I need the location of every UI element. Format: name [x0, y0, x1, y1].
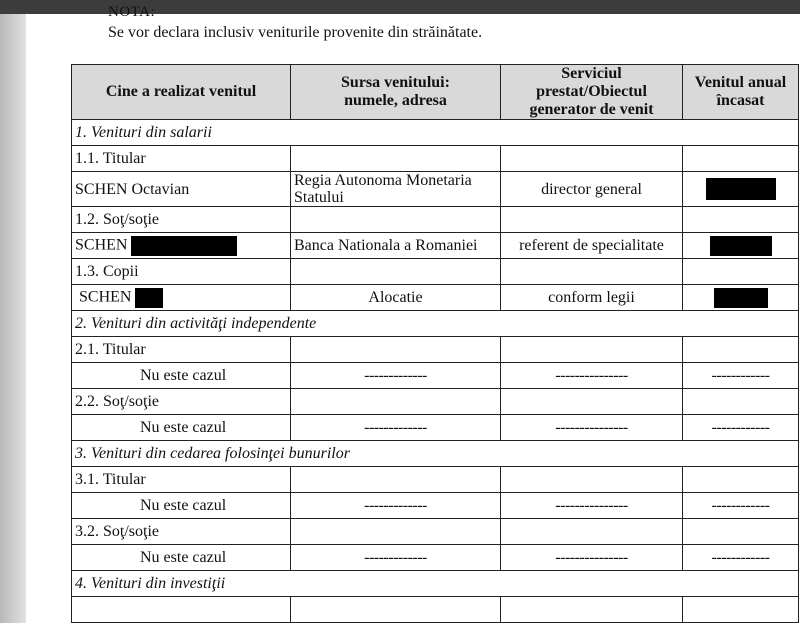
table-row [72, 259, 799, 285]
empty-dashes: ------------ [683, 545, 799, 571]
empty-dashes: ------------- [291, 363, 501, 389]
empty-dashes: ------------- [291, 545, 501, 571]
section-row [72, 311, 799, 337]
table-row [72, 363, 799, 389]
owner-surname: SCHEN [79, 288, 132, 306]
header-service-line1: Serviciul prestat/Obiectul [536, 65, 647, 100]
table-row [72, 597, 799, 623]
not-applicable: Nu este cazul [72, 363, 291, 389]
subsection-label: 2.1. Titular [72, 337, 291, 363]
subsection-label: 3.2. Soţ/soţie [72, 519, 291, 545]
income-amount [683, 172, 799, 207]
income-source-line2: Statului [294, 189, 344, 206]
section-label: 3. Venituri din cedarea folosinţei bunurilor [72, 441, 799, 467]
income-service: director general [501, 172, 683, 207]
table-row [72, 207, 799, 233]
empty-dashes: ------------ [683, 363, 799, 389]
income-owner [72, 285, 291, 311]
empty-dashes: --------------- [501, 363, 683, 389]
table-header-row [72, 65, 799, 120]
empty-dashes: ------------ [683, 415, 799, 441]
income-owner: SCHEN Octavian [72, 172, 291, 207]
income-source-line1: Regia Autonoma Monetaria [294, 172, 472, 189]
redaction-box [706, 178, 776, 200]
income-service: referent de specialitate [501, 233, 683, 259]
income-amount [683, 285, 799, 311]
income-source: Banca Nationala a Romaniei [291, 233, 501, 259]
not-applicable: Nu este cazul [72, 545, 291, 571]
table-row [72, 233, 799, 259]
subsection-label: 2.2. Soţ/soţie [72, 389, 291, 415]
section-label: 2. Venituri din activităţi independente [72, 311, 799, 337]
income-source: Alocatie [291, 285, 501, 311]
section-label: 4. Venituri din investiţii [72, 571, 799, 597]
redaction-box [131, 236, 237, 256]
redaction-box [710, 236, 772, 256]
header-service-line2: generator de venit [529, 101, 654, 118]
empty-dashes: --------------- [501, 493, 683, 519]
income-owner [72, 233, 291, 259]
subsection-label: 1.2. Soţ/soţie [72, 207, 291, 233]
section-row [72, 120, 799, 146]
document-page [26, 4, 800, 623]
note-text: Se vor declara inclusiv veniturile provenite din străinătate. [108, 24, 483, 41]
header-service [501, 65, 683, 120]
table-row [72, 519, 799, 545]
table-row [72, 493, 799, 519]
table-row [72, 545, 799, 571]
table-row [72, 389, 799, 415]
section-row [72, 441, 799, 467]
empty-dashes: --------------- [501, 415, 683, 441]
header-income-line2: încasat [716, 92, 765, 109]
table-row [72, 285, 799, 311]
header-source-line2: numele, adresa [344, 92, 447, 109]
header-income-line1: Venitul anual [694, 74, 787, 91]
subsection-label: 1.3. Copii [72, 259, 291, 285]
subsection-label: 1.1. Titular [72, 146, 291, 172]
viewer-gutter [0, 14, 26, 623]
empty-dashes: --------------- [501, 545, 683, 571]
table-row [72, 146, 799, 172]
owner-surname: SCHEN [75, 236, 128, 254]
income-source [291, 172, 501, 207]
subsection-label: 3.1. Titular [72, 467, 291, 493]
section-label: 1. Venituri din salarii [72, 120, 799, 146]
table-row [72, 337, 799, 363]
not-applicable: Nu este cazul [72, 493, 291, 519]
table-row [72, 467, 799, 493]
redaction-box [714, 288, 768, 308]
empty-dashes: ------------ [683, 493, 799, 519]
section-row [72, 571, 799, 597]
header-source-line1: Sursa venitului: [341, 74, 450, 91]
income-table [71, 64, 799, 623]
not-applicable: Nu este cazul [72, 415, 291, 441]
table-row [72, 172, 799, 207]
redaction-box [135, 288, 163, 308]
header-source [291, 65, 501, 120]
income-amount [683, 233, 799, 259]
empty-dashes: ------------- [291, 493, 501, 519]
header-who: Cine a realizat venitul [72, 65, 291, 120]
note-title: NOTA: [108, 4, 156, 20]
income-service: conform legii [501, 285, 683, 311]
table-row [72, 415, 799, 441]
header-income [683, 65, 799, 120]
empty-dashes: ------------- [291, 415, 501, 441]
